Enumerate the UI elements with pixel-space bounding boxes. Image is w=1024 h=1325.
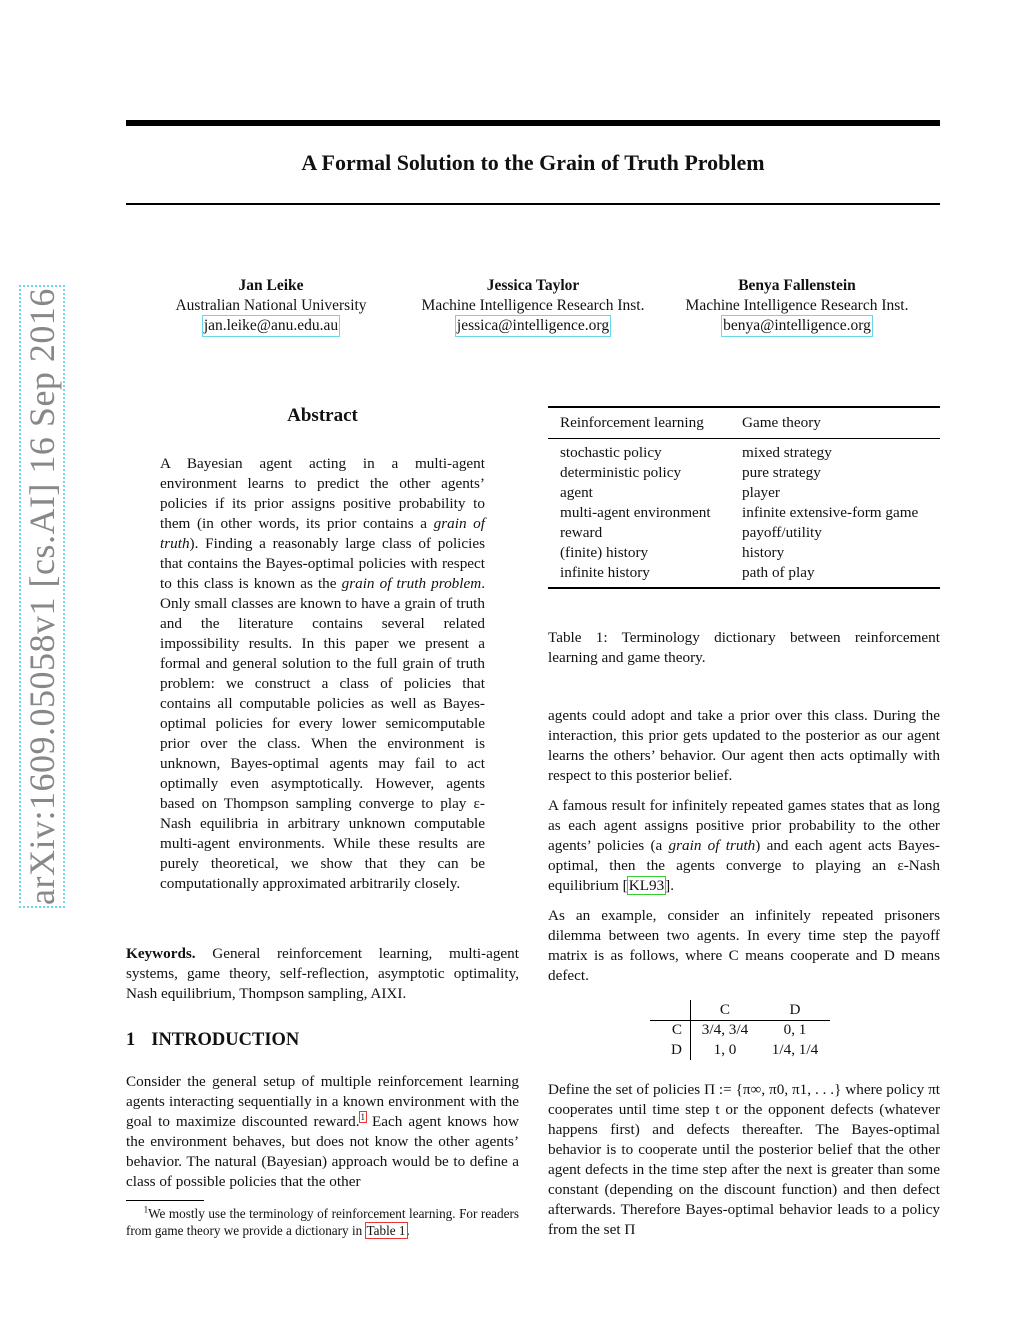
abstract-text: A Bayesian agent acting in a multi-agent environment learns to predict the other agents’ policies if its prior assigns positive probability to them (in other words, its prior contains a bbox=[160, 455, 485, 532]
footnote-rule bbox=[126, 1200, 204, 1201]
table-cell: history bbox=[742, 544, 785, 561]
matrix-row-label: C bbox=[671, 1021, 682, 1038]
intro-paragraph bbox=[126, 1072, 519, 1192]
paragraph-text: As an example, consider an infinitely repeated prisoners dilemma between two agents. In every time step the payoff matrix is as follows, where C means cooperate and D means defect. bbox=[548, 907, 940, 984]
matrix-cell: 1/4, 1/4 bbox=[771, 1041, 819, 1058]
section-number: 1 bbox=[126, 1030, 136, 1050]
author-block bbox=[141, 276, 401, 336]
paragraph-emphasis: grain of truth bbox=[668, 837, 756, 854]
arxiv-stamp[interactable] bbox=[20, 288, 64, 905]
table-cell: (finite) history bbox=[560, 544, 649, 561]
keywords-label: Keywords. bbox=[126, 945, 196, 962]
table-cell: payoff/utility bbox=[742, 524, 822, 541]
citation-link[interactable]: KL93 bbox=[628, 877, 665, 894]
title-rule-top bbox=[126, 120, 940, 126]
right-paragraph-2 bbox=[548, 796, 940, 896]
right-paragraph-1 bbox=[548, 706, 940, 786]
table-row bbox=[548, 463, 940, 483]
section-heading bbox=[126, 1030, 299, 1051]
author-block bbox=[403, 276, 663, 336]
matrix-vertical-rule bbox=[690, 1000, 691, 1060]
intro-text: Consider the general setup of multiple reinforcement learning agents interacting sequentially in a known environment with the goal to maximize discounted reward. bbox=[126, 1073, 519, 1130]
title-rule-bottom bbox=[126, 203, 940, 205]
footnote-text: We mostly use the terminology of reinforcement learning. For readers from game theory we provide a dictionary in bbox=[126, 1206, 520, 1238]
table-caption: Table 1: Terminology dictionary between reinforcement learning and game theory. bbox=[548, 629, 940, 666]
matrix-cell: 1, 0 bbox=[713, 1041, 737, 1058]
table-ref-link[interactable]: Table 1 bbox=[366, 1223, 406, 1238]
table-row bbox=[548, 523, 940, 543]
table-cell: pure strategy bbox=[742, 464, 821, 481]
matrix-col-label: C bbox=[719, 1001, 731, 1018]
paper-title: A Formal Solution to the Grain of Truth Problem bbox=[301, 150, 765, 175]
keywords bbox=[126, 944, 519, 1004]
section-title: INTRODUCTION bbox=[151, 1030, 300, 1050]
matrix-row-label: D bbox=[671, 1041, 682, 1058]
footnote-end: . bbox=[406, 1223, 410, 1238]
table-header-row bbox=[548, 408, 940, 438]
author-affiliation: Machine Intelligence Research Inst. bbox=[685, 297, 909, 314]
table-cell: stochastic policy bbox=[560, 444, 662, 461]
author-affiliation: Australian National University bbox=[175, 297, 367, 314]
paragraph-text: ]. bbox=[665, 877, 675, 894]
table-cell: infinite extensive-form game bbox=[742, 504, 919, 521]
keywords-text: General reinforcement learning, multi-agent systems, game theory, self-reflection, asymptotic optimality, Nash equilibrium, Thompson sampling, AIXI. bbox=[126, 945, 519, 1002]
table-cell: agent bbox=[560, 484, 593, 501]
abstract-text: ). Finding a reasonably large class of policies that contains the Bayes-optimal policies with respect to this class is known as the bbox=[160, 535, 485, 592]
right-paragraph-3 bbox=[548, 906, 940, 986]
matrix-row bbox=[650, 1040, 830, 1060]
table-header-cell: Game theory bbox=[742, 414, 821, 431]
table-row bbox=[548, 503, 940, 523]
table-cell: path of play bbox=[742, 564, 815, 581]
paragraph-text: ) and each agent acts Bayes-optimal, then the agents converge to playing an ε-Nash equilibrium [ bbox=[548, 837, 940, 894]
table-row bbox=[548, 483, 940, 503]
author-name: Benya Fallenstein bbox=[738, 277, 856, 294]
arxiv-stamp-text[interactable]: arXiv:1609.05058v1 [cs.AI] 16 Sep 2016 bbox=[22, 288, 62, 905]
table-cell: multi-agent environment bbox=[560, 504, 711, 521]
author-name: Jan Leike bbox=[238, 277, 304, 294]
table-row bbox=[548, 443, 940, 463]
author-email-link[interactable]: jessica@intelligence.org bbox=[456, 317, 610, 334]
matrix-header-row bbox=[650, 1000, 830, 1020]
abstract-emphasis: grain of truth bbox=[160, 515, 485, 552]
footnote-number: 1 bbox=[143, 1204, 149, 1215]
author-name: Jessica Taylor bbox=[486, 277, 580, 294]
author-email-link[interactable]: jan.leike@anu.edu.au bbox=[203, 317, 339, 334]
abstract-text: . Only small classes are known to have a grain of truth and the literature contains several related impossibility results. In this paper we present a formal and general solution to the full grain of truth problem: we construct a class of policies that contains all computable policies as well as Bayes-optimal policies for every lower semicomputable prior over the class. When the environment is unknown, Bayes-optimal agents may fail to act optimally even asymptotically. However, agents based on Thompson sampling converge to play ε-Nash equilibria in arbitrary unknown computable multi-agent environments. While these results are purely theoretical, we show that they can be computationally approximated arbitrarily closely. bbox=[160, 575, 485, 892]
abstract-emphasis: grain of truth problem bbox=[341, 575, 482, 592]
matrix-row bbox=[650, 1020, 830, 1040]
table-cell: infinite history bbox=[560, 564, 650, 581]
table-cell: mixed strategy bbox=[742, 444, 832, 461]
payoff-matrix bbox=[650, 1000, 830, 1060]
right-paragraph-4 bbox=[548, 1080, 940, 1240]
footnote bbox=[126, 1205, 519, 1239]
table-bottom-rule bbox=[548, 587, 940, 589]
terminology-table bbox=[548, 406, 940, 589]
table-row bbox=[548, 543, 940, 563]
footnote-marker-link[interactable]: 1 bbox=[360, 1111, 366, 1122]
table-cell: reward bbox=[560, 524, 603, 541]
table-cell: deterministic policy bbox=[560, 464, 682, 481]
table-row bbox=[548, 563, 940, 583]
author-affiliation: Machine Intelligence Research Inst. bbox=[421, 297, 645, 314]
paragraph-text: agents could adopt and take a prior over this class. During the interaction, this prior gets updated to the posterior as our agent learns the others’ behavior. Our agent then acts optimally with respect to this posterior belief. bbox=[548, 707, 940, 784]
paragraph-text: A famous result for infinitely repeated games states that as long as each agent assigns positive prior probability to the other agents’ policies (a bbox=[548, 797, 940, 854]
matrix-cell: 3/4, 3/4 bbox=[701, 1021, 749, 1038]
abstract-heading: Abstract bbox=[287, 405, 358, 426]
table-header-cell: Reinforcement learning bbox=[560, 414, 704, 431]
abstract-body bbox=[160, 454, 485, 894]
paragraph-text: Define the set of policies Π := {π∞, π0, π1, . . .} where policy πt cooperates until time step t or the opponent defects (whatever happens first) and defects thereafter. The Bayes-optimal behavior is to cooperate until the posterior belief that the other agent defects in the time step after the next is greater than some constant (depending on the discount function) and then defect afterwards. Therefore Bayes-optimal behavior leads to a policy from the set Π bbox=[548, 1081, 940, 1238]
intro-text: Each agent knows how the environment behaves, but does not know the other agents’ behavior. The natural (Bayesian) approach would be to define a class of possible policies that the other bbox=[126, 1113, 519, 1190]
matrix-cell: 0, 1 bbox=[783, 1021, 807, 1038]
matrix-horizontal-rule bbox=[650, 1020, 830, 1021]
author-block bbox=[667, 276, 927, 336]
table-cell: player bbox=[742, 484, 780, 501]
author-email-link[interactable]: benya@intelligence.org bbox=[723, 317, 871, 334]
matrix-col-label: D bbox=[789, 1001, 801, 1018]
